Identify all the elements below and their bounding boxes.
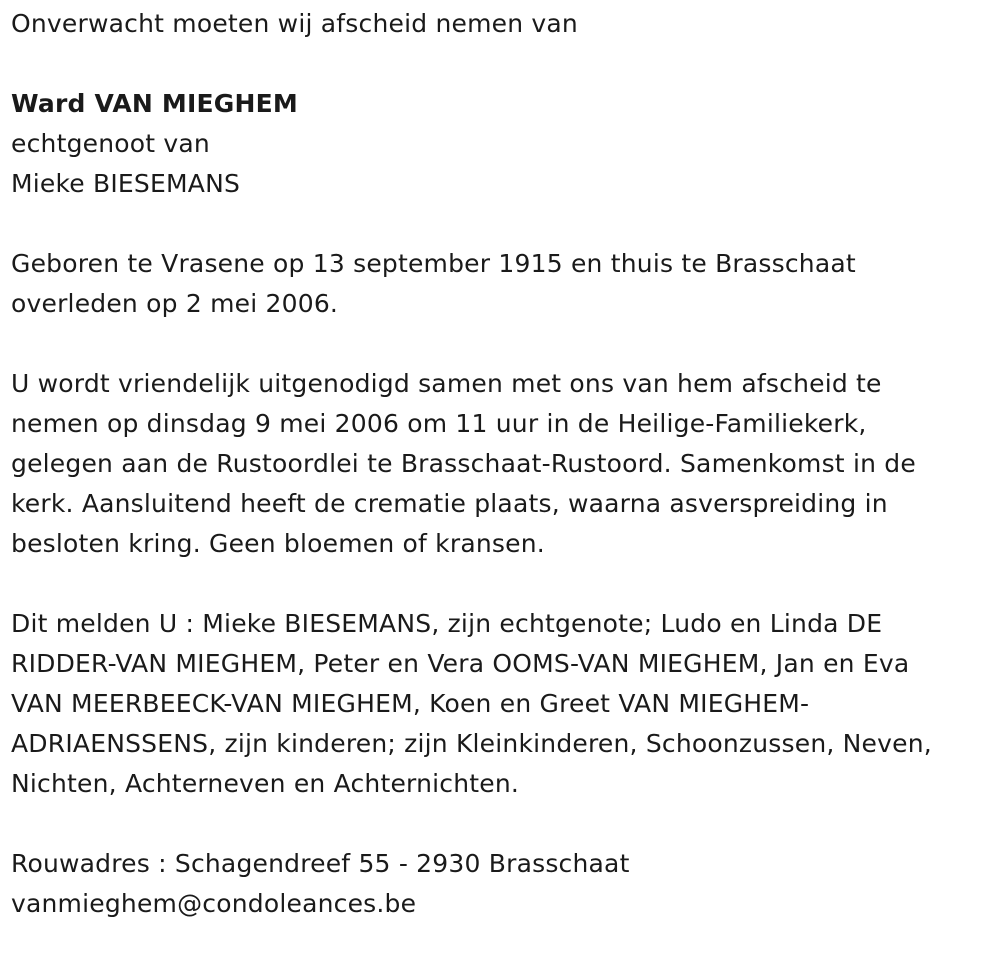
announcement-line: VAN MEERBEECK-VAN MIEGHEM, Koen en Greet VAN MIEGHEM- — [11, 689, 810, 718]
invitation-line: U wordt vriendelijk uitgenodigd samen met ons van hem afscheid te — [11, 369, 882, 398]
birth-death-line: overleden op 2 mei 2006. — [11, 289, 339, 318]
announcement-paragraph — [11, 604, 986, 804]
announcement-line: Dit melden U : Mieke BIESEMANS, zijn echtgenote; Ludo en Linda DE — [11, 609, 883, 638]
email-link[interactable]: vanmieghem@condoleances.be — [11, 889, 417, 918]
invitation-paragraph — [11, 364, 986, 564]
invitation-line: besloten kring. Geen bloemen of kransen. — [11, 529, 545, 558]
birth-death-line: Geboren te Vrasene op 13 september 1915 en thuis te Brasschaat — [11, 249, 856, 278]
spacer — [11, 204, 986, 244]
announcement-line: RIDDER-VAN MIEGHEM, Peter en Vera OOMS-VAN MIEGHEM, Jan en Eva — [11, 649, 910, 678]
announcement-line: Nichten, Achterneven en Achternichten. — [11, 769, 520, 798]
spacer — [11, 324, 986, 364]
spacer — [11, 804, 986, 844]
birth-death-paragraph — [11, 244, 986, 324]
announcement-line: ADRIAENSSENS, zijn kinderen; zijn Kleinkinderen, Schoonzussen, Neven, — [11, 729, 932, 758]
relation-text: echtgenoot van — [11, 129, 210, 158]
spacer — [11, 564, 986, 604]
mourning-address: Rouwadres : Schagendreef 55 - 2930 Brasschaat — [11, 849, 630, 878]
invitation-line: gelegen aan de Rustoordlei te Brasschaat-Rustoord. Samenkomst in de — [11, 449, 916, 478]
invitation-line: kerk. Aansluitend heeft de crematie plaats, waarna asverspreiding in — [11, 489, 888, 518]
deceased-name: Ward VAN MIEGHEM — [11, 89, 298, 118]
spouse-name: Mieke BIESEMANS — [11, 169, 241, 198]
invitation-line: nemen op dinsdag 9 mei 2006 om 11 uur in de Heilige-Familiekerk, — [11, 409, 867, 438]
intro-text: Onverwacht moeten wij afscheid nemen van — [11, 9, 578, 38]
spacer — [11, 44, 986, 84]
obituary-notice — [11, 4, 986, 924]
